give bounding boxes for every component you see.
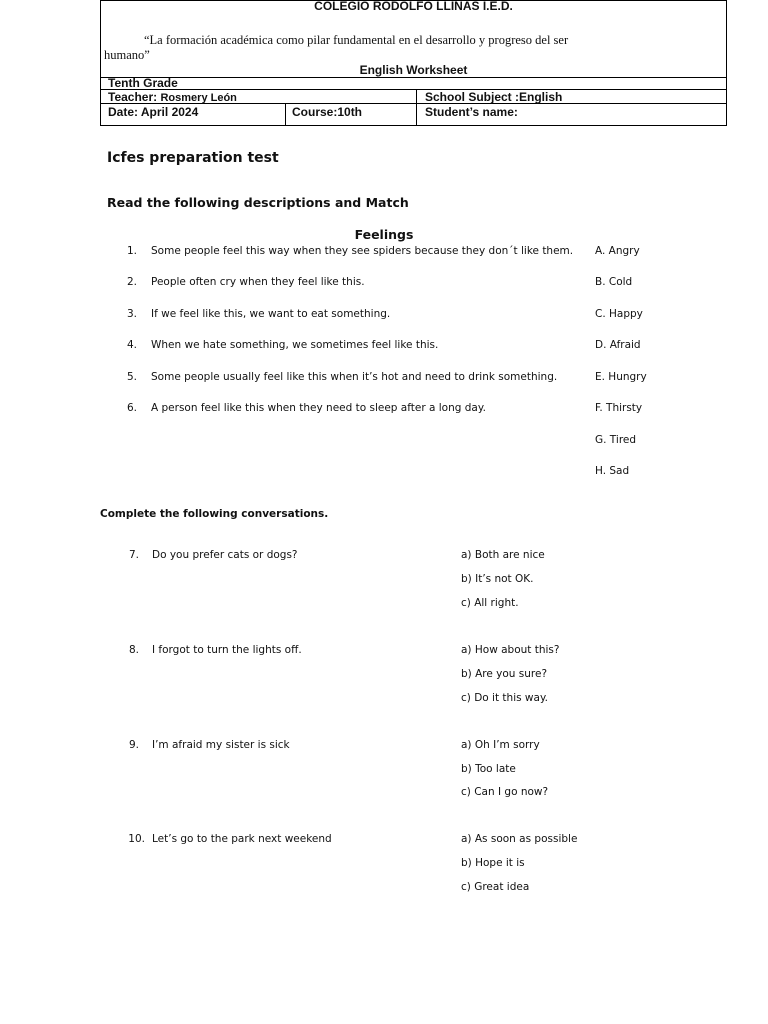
option-angry: A. Angry [595, 245, 640, 257]
teacher-label: Teacher: [108, 90, 158, 104]
section-title-feelings: Feelings [354, 227, 414, 242]
conversations-instruction: Complete the following conversations. [100, 508, 329, 520]
option-sad: H. Sad [595, 465, 630, 477]
item-number: 8. [128, 644, 139, 656]
answer-option: a) As soon as possible [461, 833, 578, 845]
answer-option: b) It’s not OK. [461, 573, 534, 585]
worksheet-header [100, 0, 727, 126]
matching-item: Some people feel this way when they see spiders because they don´t like them. [151, 245, 574, 257]
matching-item: Some people usually feel like this when it’s hot and need to drink something. [151, 371, 558, 383]
option-afraid: D. Afraid [595, 339, 641, 351]
conversation-prompt: Do you prefer cats or dogs? [152, 549, 298, 561]
answer-option: b) Too late [461, 763, 516, 775]
option-hungry: E. Hungry [595, 371, 647, 383]
teacher-field [108, 90, 237, 105]
worksheet-title: English Worksheet [359, 63, 468, 77]
item-number: 5. [126, 371, 137, 383]
grade-label: Tenth Grade [108, 76, 178, 90]
answer-option: a) How about this? [461, 644, 560, 656]
item-number: 3. [126, 308, 137, 320]
answer-option: c) Do it this way. [461, 692, 548, 704]
item-number: 6. [126, 402, 137, 414]
answer-option: c) Can I go now? [461, 786, 549, 798]
school-motto: “La formación académica como pilar fundamental en el desarrollo y progreso del ser humano” [104, 33, 569, 62]
conversation-prompt: Let’s go to the park next weekend [152, 833, 332, 845]
matching-item: People often cry when they feel like this. [151, 276, 365, 288]
conversation-prompt: I’m afraid my sister is sick [152, 739, 290, 751]
option-happy: C. Happy [595, 308, 643, 320]
answer-option: b) Hope it is [461, 857, 525, 869]
answer-option: a) Oh I’m sorry [461, 739, 540, 751]
course-field: Course:10th [292, 105, 363, 119]
matching-item: A person feel like this when they need to sleep after a long day. [151, 402, 486, 414]
matching-instruction: Read the following descriptions and Match [107, 195, 409, 210]
matching-item: When we hate something, we sometimes feel like this. [151, 339, 439, 351]
date-field: Date: April 2024 [108, 105, 199, 119]
answer-option: c) All right. [461, 597, 519, 609]
item-number: 10. [128, 833, 145, 845]
test-title: Icfes preparation test [107, 150, 279, 166]
matching-item: If we feel like this, we want to eat something. [151, 308, 391, 320]
item-number: 9. [128, 739, 139, 751]
answer-option: b) Are you sure? [461, 668, 548, 680]
header-divider [285, 103, 286, 126]
school-subject: School Subject :English [425, 90, 563, 104]
header-divider [101, 77, 726, 78]
answer-option: c) Great idea [461, 881, 530, 893]
item-number: 7. [128, 549, 139, 561]
item-number: 2. [126, 276, 137, 288]
option-cold: B. Cold [595, 276, 633, 288]
option-thirsty: F. Thirsty [595, 402, 643, 414]
student-name-field[interactable]: Student’s name: [425, 105, 518, 119]
item-number: 1. [126, 245, 137, 257]
teacher-name: Rosmery León [160, 92, 237, 104]
conversation-prompt: I forgot to turn the lights off. [152, 644, 302, 656]
header-divider [416, 89, 417, 126]
school-name: COLEGIO RODOLFO LLINÁS I.E.D. [314, 0, 513, 13]
item-number: 4. [126, 339, 137, 351]
answer-option: a) Both are nice [461, 549, 545, 561]
option-tired: G. Tired [595, 434, 637, 446]
